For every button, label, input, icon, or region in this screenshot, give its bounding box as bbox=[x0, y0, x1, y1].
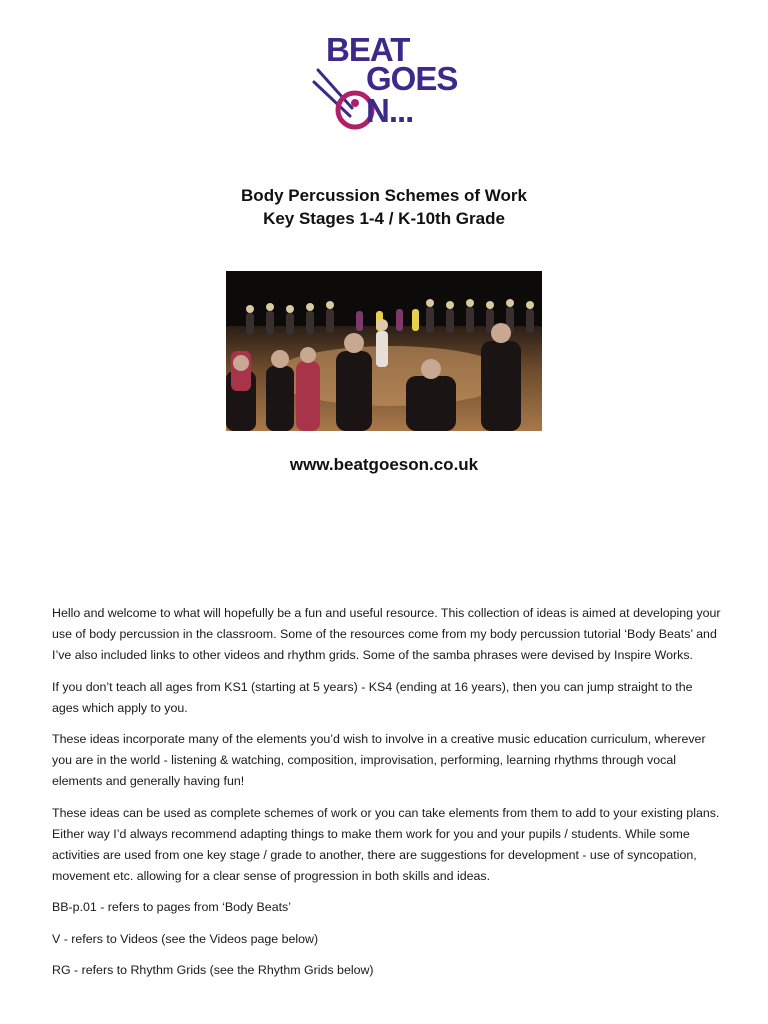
intro-text bbox=[52, 603, 722, 992]
title-line-2: Key Stages 1-4 / K-10th Grade bbox=[263, 209, 505, 228]
photo-illustration bbox=[226, 271, 542, 431]
paragraph: Hello and welcome to what will hopefully be a fun and useful resource. This collection of ideas is aimed at developing your use of body percussion in the classroom. Some of the resources come from my body percussion tutorial ‘Body Beats’ and I’ve also included links to other videos and rhythm grids. Some of the samba phrases were devised by Inspire Works. bbox=[52, 606, 721, 662]
logo-word-beat: BEAT bbox=[326, 31, 410, 68]
key-body-beats: BB-p.01 - refers to pages from ‘Body Beats’ bbox=[52, 900, 291, 914]
key-rhythm-grids: RG - refers to Rhythm Grids (see the Rhythm Grids below) bbox=[52, 963, 374, 977]
group-dancing-photo bbox=[226, 271, 542, 431]
logo-word-goes: GOES bbox=[366, 60, 458, 97]
paragraph: These ideas can be used as complete schemes of work or you can take elements from them to add to your existing plans. Either way I’d always recommend adapting things to make them work for you and your pupils / students. While some activities are used from one key stage / grade to another, there are suggestions for development - use of syncopation, movement etc. allowing for a clear sense of progression in both skills and ideas. bbox=[52, 805, 720, 883]
paragraph: If you don’t teach all ages from KS1 (starting at 5 years) - KS4 (ending at 16 years), then you can jump straight to the ages which apply to you. bbox=[52, 679, 693, 715]
key-videos: V - refers to Videos (see the Videos page below) bbox=[52, 931, 319, 946]
title-line-1: Body Percussion Schemes of Work bbox=[241, 186, 527, 205]
website-link[interactable]: www.beatgoeson.co.uk bbox=[289, 455, 479, 474]
paragraph: These ideas incorporate many of the elements you’d wish to involve in a creative music education curriculum, wherever you are in the world - listening & watching, composition, improvisation, performing, learning rhythms through vocal elements and generally having fun! bbox=[52, 732, 706, 788]
beat-goes-on-logo bbox=[310, 30, 460, 135]
logo-word-on: N... bbox=[366, 92, 414, 129]
document-title bbox=[0, 184, 768, 230]
